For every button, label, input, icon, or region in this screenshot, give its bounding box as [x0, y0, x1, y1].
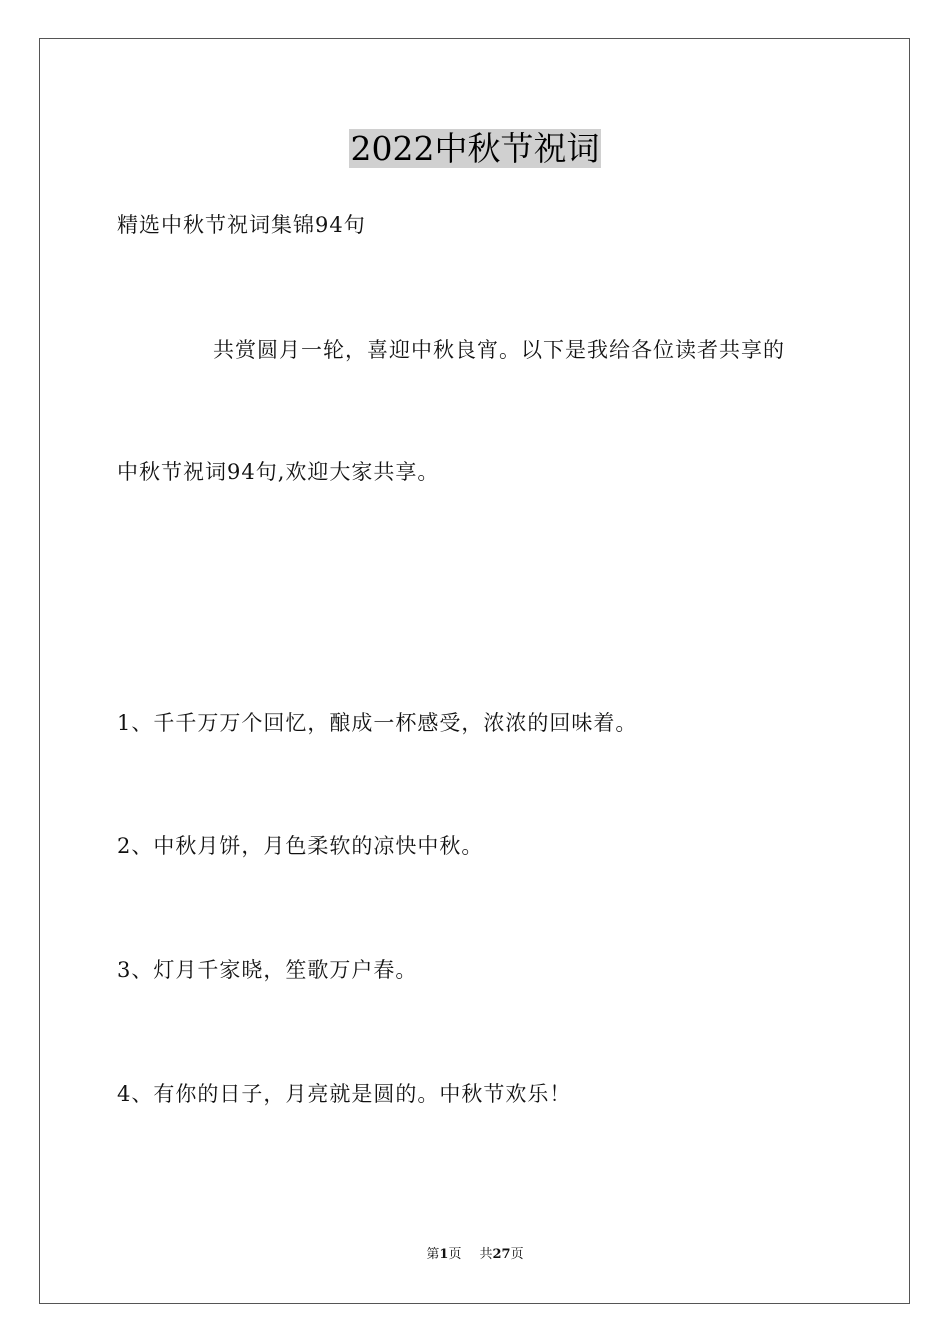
- page-footer: [0, 1246, 950, 1264]
- total-pages: 27: [492, 1247, 511, 1262]
- list-item: 1、千千万万个回忆，酿成一杯感受，浓浓的回味着。: [117, 711, 638, 735]
- intro-paragraph-line-1: 共赏圆月一轮，喜迎中秋良宵。以下是我给各位读者共享的: [213, 338, 785, 362]
- subtitle: 精选中秋节祝词集锦94句: [117, 213, 366, 237]
- page-suffix: 页: [448, 1247, 462, 1262]
- page-number: 1: [439, 1247, 449, 1262]
- intro-paragraph-line-2: 中秋节祝词94句,欢迎大家共享。: [117, 460, 440, 484]
- list-item: 3、灯月千家晓，笙歌万户春。: [117, 958, 418, 982]
- total-prefix: 共: [479, 1247, 493, 1262]
- document-title: [0, 128, 950, 170]
- total-suffix: 页: [510, 1247, 524, 1262]
- list-item: 4、有你的日子，月亮就是圆的。中秋节欢乐！: [117, 1082, 572, 1106]
- page-prefix: 第: [426, 1247, 440, 1262]
- list-item: 2、中秋月饼，月色柔软的凉快中秋。: [117, 834, 484, 858]
- title-text: 2022中秋节祝词: [350, 129, 600, 168]
